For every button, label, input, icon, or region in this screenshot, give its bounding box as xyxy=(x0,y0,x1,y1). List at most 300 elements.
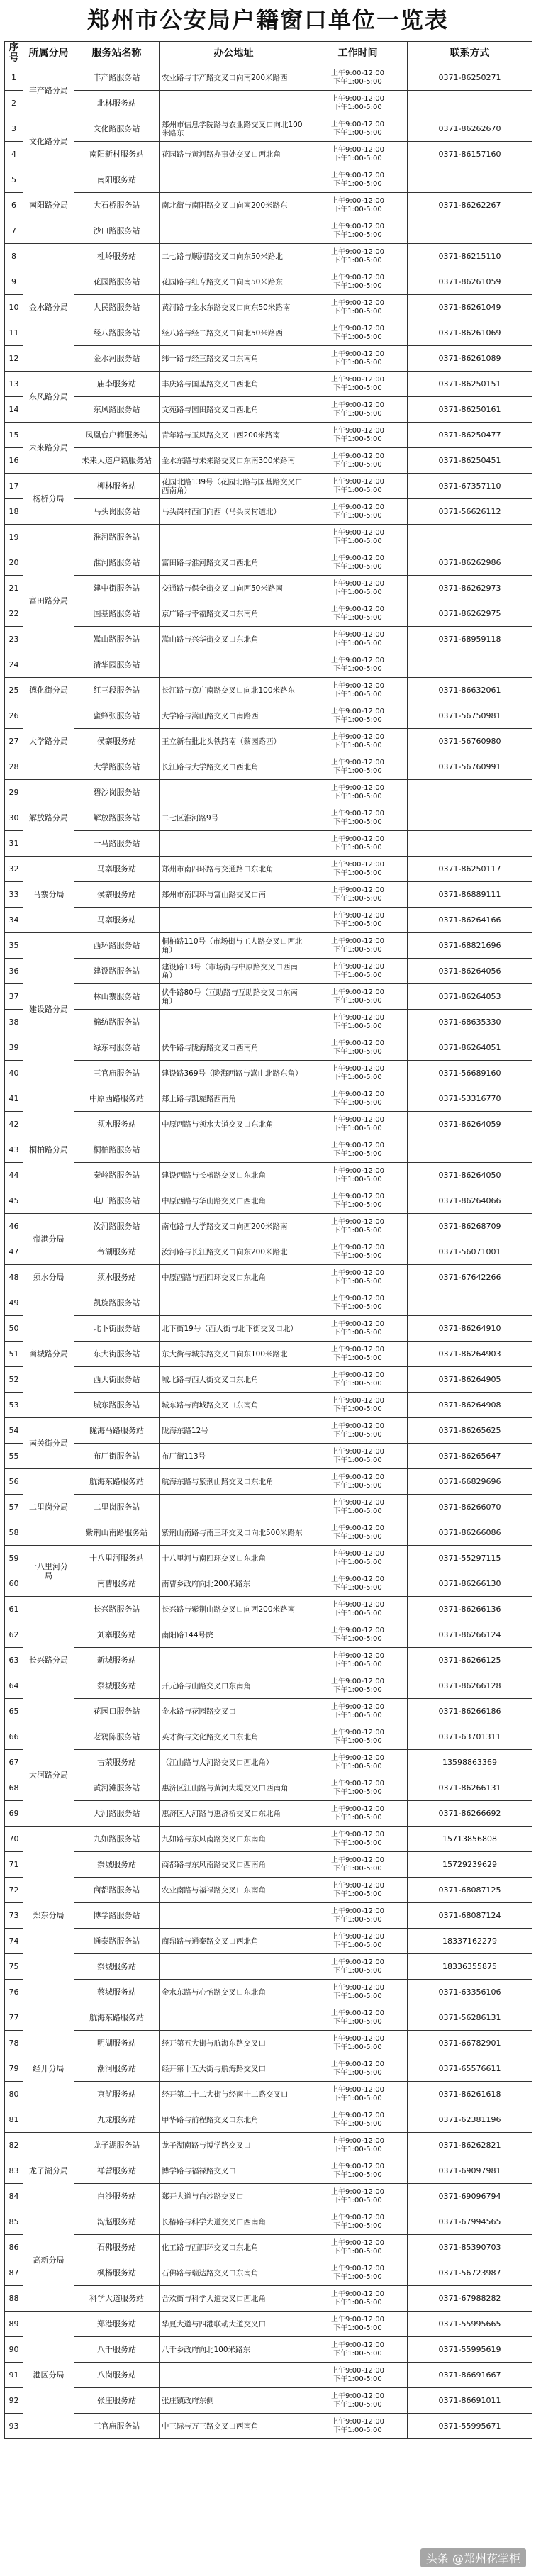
cell-station: 祭城服务站 xyxy=(74,1954,160,1980)
cell-hours: 上午9:00-12:00 下午1:00-5:00 xyxy=(308,1495,408,1520)
cell-seq: 82 xyxy=(5,2133,23,2158)
cell-station: 秦岭路服务站 xyxy=(74,1163,160,1188)
cell-phone: 0371-86262975 xyxy=(408,601,532,627)
cell-seq: 76 xyxy=(5,1980,23,2005)
cell-station: 淮河路服务站 xyxy=(74,550,160,576)
cell-phone: 0371-68959118 xyxy=(408,627,532,652)
cell-phone: 0371-86264910 xyxy=(408,1316,532,1342)
cell-station: 航海东路服务站 xyxy=(74,2005,160,2031)
cell-station: 大河路服务站 xyxy=(74,1801,160,1827)
cell-hours: 上午9:00-12:00 下午1:00-5:00 xyxy=(308,295,408,320)
cell-address: 王立新右批北头铁路南（蔡园路西） xyxy=(160,729,308,754)
table-row xyxy=(5,933,532,959)
header-station: 服务站名称 xyxy=(74,42,160,65)
cell-address: 长江路与大学路交叉口西北角 xyxy=(160,754,308,780)
cell-branch: 建设路分局 xyxy=(23,933,74,1086)
cell-branch: 大河路分局 xyxy=(23,1724,74,1827)
cell-address: 青年路与玉凤路交叉口西200米路南 xyxy=(160,423,308,448)
cell-address: 合欢街与科学大道交叉口西北角 xyxy=(160,2286,308,2312)
cell-station: 北下街服务站 xyxy=(74,1316,160,1342)
cell-station: 东风路服务站 xyxy=(74,397,160,423)
cell-phone: 0371-56071001 xyxy=(408,1239,532,1265)
cell-seq: 61 xyxy=(5,1597,23,1622)
cell-phone: 0371-86157160 xyxy=(408,142,532,167)
table-row xyxy=(5,882,532,908)
watermark: 头条 @郑州花掌柜 xyxy=(420,2548,526,2567)
cell-address xyxy=(160,525,308,550)
cell-address: 黄河路与金水东路交叉口向东50米路南 xyxy=(160,295,308,320)
table-row xyxy=(5,218,532,244)
cell-station: 南曹服务站 xyxy=(74,1571,160,1597)
cell-address: 花园路与黄河路办事处交叉口西北角 xyxy=(160,142,308,167)
cell-phone: 0371-86266124 xyxy=(408,1622,532,1648)
cell-hours: 上午9:00-12:00 下午1:00-5:00 xyxy=(308,678,408,703)
table-row xyxy=(5,2363,532,2388)
cell-station: 人民路服务站 xyxy=(74,295,160,320)
table-row xyxy=(5,2260,532,2286)
cell-station: 祭城服务站 xyxy=(74,1673,160,1699)
cell-address: 交通路与保全街交叉口向西50米路南 xyxy=(160,576,308,601)
cell-phone: 0371-86264166 xyxy=(408,908,532,933)
cell-seq: 80 xyxy=(5,2082,23,2107)
cell-address: 二七路与顺河路交叉口向东50米路北 xyxy=(160,244,308,269)
cell-hours: 上午9:00-12:00 下午1:00-5:00 xyxy=(308,193,408,218)
cell-seq: 85 xyxy=(5,2209,23,2235)
table-row xyxy=(5,244,532,269)
table-row xyxy=(5,1622,532,1648)
cell-address xyxy=(160,1954,308,1980)
cell-seq: 6 xyxy=(5,193,23,218)
cell-address: 张庄镇政府东侧 xyxy=(160,2388,308,2414)
cell-hours: 上午9:00-12:00 下午1:00-5:00 xyxy=(308,1367,408,1393)
cell-address xyxy=(160,652,308,678)
cell-branch: 丰产路分局 xyxy=(23,65,74,116)
cell-seq: 8 xyxy=(5,244,23,269)
cell-hours: 上午9:00-12:00 下午1:00-5:00 xyxy=(308,1801,408,1827)
table-row xyxy=(5,703,532,729)
cell-seq: 57 xyxy=(5,1495,23,1520)
cell-branch: 高新分局 xyxy=(23,2209,74,2312)
cell-hours: 上午9:00-12:00 下午1:00-5:00 xyxy=(308,372,408,397)
cell-branch: 商城路分局 xyxy=(23,1290,74,1418)
cell-hours: 上午9:00-12:00 下午1:00-5:00 xyxy=(308,448,408,474)
cell-station: 枫杨服务站 xyxy=(74,2260,160,2286)
cell-hours: 上午9:00-12:00 下午1:00-5:00 xyxy=(308,1086,408,1112)
table-row xyxy=(5,1571,532,1597)
cell-station: 须水服务站 xyxy=(74,1112,160,1137)
cell-hours: 上午9:00-12:00 下午1:00-5:00 xyxy=(308,805,408,831)
cell-phone: 0371-65576611 xyxy=(408,2056,532,2082)
cell-hours: 上午9:00-12:00 下午1:00-5:00 xyxy=(308,2260,408,2286)
cell-station: 侯寨服务站 xyxy=(74,729,160,754)
table-row xyxy=(5,2133,532,2158)
cell-station: 西大街服务站 xyxy=(74,1367,160,1393)
cell-hours: 上午9:00-12:00 下午1:00-5:00 xyxy=(308,703,408,729)
cell-seq: 9 xyxy=(5,269,23,295)
cell-phone: 0371-86261049 xyxy=(408,295,532,320)
cell-hours: 上午9:00-12:00 下午1:00-5:00 xyxy=(308,2056,408,2082)
cell-address: 华夏大道与四港联动大道交叉口 xyxy=(160,2312,308,2337)
cell-seq: 19 xyxy=(5,525,23,550)
header-contact: 联系方式 xyxy=(408,42,532,65)
cell-seq: 72 xyxy=(5,1878,23,1903)
cell-hours: 上午9:00-12:00 下午1:00-5:00 xyxy=(308,959,408,984)
cell-station: 凤凰台户籍服务站 xyxy=(74,423,160,448)
cell-phone: 0371-86264056 xyxy=(408,959,532,984)
table-row xyxy=(5,1290,532,1316)
cell-hours: 上午9:00-12:00 下午1:00-5:00 xyxy=(308,2337,408,2363)
cell-station: 南阳服务站 xyxy=(74,167,160,193)
cell-phone: 0371-86264908 xyxy=(408,1393,532,1418)
cell-address: 伏牛路80号（互助路与互助路交叉口东南角） xyxy=(160,984,308,1010)
cell-phone: 18337162279 xyxy=(408,1929,532,1954)
cell-hours: 上午9:00-12:00 下午1:00-5:00 xyxy=(308,1316,408,1342)
cell-seq: 68 xyxy=(5,1775,23,1801)
cell-phone xyxy=(408,167,532,193)
cell-hours: 上午9:00-12:00 下午1:00-5:00 xyxy=(308,1673,408,1699)
cell-hours: 上午9:00-12:00 下午1:00-5:00 xyxy=(308,780,408,805)
cell-address: 二七区淮河路9号 xyxy=(160,805,308,831)
cell-branch: 未来路分局 xyxy=(23,423,74,474)
cell-phone: 15713856808 xyxy=(408,1827,532,1852)
cell-phone: 0371-63356106 xyxy=(408,1980,532,2005)
cell-address xyxy=(160,2363,308,2388)
cell-hours: 上午9:00-12:00 下午1:00-5:00 xyxy=(308,1444,408,1469)
cell-seq: 5 xyxy=(5,167,23,193)
cell-address: 大学路与嵩山路交叉口南路西 xyxy=(160,703,308,729)
cell-station: 棉纺路服务站 xyxy=(74,1010,160,1035)
cell-hours: 上午9:00-12:00 下午1:00-5:00 xyxy=(308,652,408,678)
table-row xyxy=(5,1367,532,1393)
cell-station: 丰产路服务站 xyxy=(74,65,160,91)
cell-address: 汝河路与长江路交叉口向东200米路北 xyxy=(160,1239,308,1265)
cell-address: 中原西路与华山路交叉口西北角 xyxy=(160,1188,308,1214)
cell-address: 建设西路与长椿路交叉口东北角 xyxy=(160,1163,308,1188)
table-row xyxy=(5,1673,532,1699)
cell-hours: 上午9:00-12:00 下午1:00-5:00 xyxy=(308,346,408,372)
cell-seq: 2 xyxy=(5,91,23,116)
table-row xyxy=(5,65,532,91)
cell-seq: 49 xyxy=(5,1290,23,1316)
table-row xyxy=(5,116,532,142)
cell-hours: 上午9:00-12:00 下午1:00-5:00 xyxy=(308,1827,408,1852)
cell-seq: 31 xyxy=(5,831,23,857)
cell-phone: 0371-86264066 xyxy=(408,1188,532,1214)
cell-seq: 16 xyxy=(5,448,23,474)
page-title: 郑州市公安局户籍窗口单位一览表 xyxy=(86,6,449,33)
cell-phone: 0371-86691667 xyxy=(408,2363,532,2388)
table-row xyxy=(5,959,532,984)
cell-hours: 上午9:00-12:00 下午1:00-5:00 xyxy=(308,1750,408,1775)
cell-hours: 上午9:00-12:00 下午1:00-5:00 xyxy=(308,908,408,933)
cell-address: 石佛路与瑞达路交叉口东南角 xyxy=(160,2260,308,2286)
cell-phone: 0371-55995665 xyxy=(408,2312,532,2337)
table-row xyxy=(5,2209,532,2235)
cell-seq: 81 xyxy=(5,2107,23,2133)
cell-phone: 0371-67994565 xyxy=(408,2209,532,2235)
cell-address: 马头岗村西门向西（马头岗村道北） xyxy=(160,499,308,525)
cell-phone xyxy=(408,831,532,857)
cell-hours: 上午9:00-12:00 下午1:00-5:00 xyxy=(308,1393,408,1418)
cell-phone: 0371-86268709 xyxy=(408,1214,532,1239)
cell-phone: 0371-69096794 xyxy=(408,2184,532,2209)
cell-phone: 0371-56750981 xyxy=(408,703,532,729)
cell-station: 淮河路服务站 xyxy=(74,525,160,550)
cell-seq: 15 xyxy=(5,423,23,448)
cell-hours: 上午9:00-12:00 下午1:00-5:00 xyxy=(308,65,408,91)
cell-phone: 0371-86266086 xyxy=(408,1520,532,1546)
cell-branch: 富田路分局 xyxy=(23,525,74,678)
table-row xyxy=(5,1061,532,1086)
cell-phone: 0371-86889111 xyxy=(408,882,532,908)
cell-hours: 上午9:00-12:00 下午1:00-5:00 xyxy=(308,576,408,601)
cell-station: 沟赵服务站 xyxy=(74,2209,160,2235)
cell-hours: 上午9:00-12:00 下午1:00-5:00 xyxy=(308,1010,408,1035)
cell-seq: 60 xyxy=(5,1571,23,1597)
cell-hours: 上午9:00-12:00 下午1:00-5:00 xyxy=(308,1546,408,1571)
table-row xyxy=(5,193,532,218)
cell-phone: 0371-86266128 xyxy=(408,1673,532,1699)
cell-phone: 0371-86632061 xyxy=(408,678,532,703)
cell-hours: 上午9:00-12:00 下午1:00-5:00 xyxy=(308,1469,408,1495)
cell-seq: 84 xyxy=(5,2184,23,2209)
cell-phone: 0371-86250151 xyxy=(408,372,532,397)
cell-phone: 0371-86250451 xyxy=(408,448,532,474)
table-row xyxy=(5,1342,532,1367)
cell-seq: 46 xyxy=(5,1214,23,1239)
cell-hours: 上午9:00-12:00 下午1:00-5:00 xyxy=(308,1622,408,1648)
cell-station: 嵩山路服务站 xyxy=(74,627,160,652)
cell-station: 城东路服务站 xyxy=(74,1393,160,1418)
cell-phone: 0371-86250117 xyxy=(408,857,532,882)
cell-address: 农业路与丰产路交叉口向南200米路西 xyxy=(160,65,308,91)
cell-address: 南北街与南阳路交叉口向南200米路东 xyxy=(160,193,308,218)
table-row xyxy=(5,1520,532,1546)
cell-branch: 帝港分局 xyxy=(23,1214,74,1265)
cell-seq: 35 xyxy=(5,933,23,959)
cell-address xyxy=(160,1137,308,1163)
cell-station: 庙李服务站 xyxy=(74,372,160,397)
cell-address xyxy=(160,2005,308,2031)
cell-phone: 0371-86266692 xyxy=(408,1801,532,1827)
cell-branch: 金水路分局 xyxy=(23,244,74,372)
cell-address: 经开第二十二大街与经南十二路交叉口 xyxy=(160,2082,308,2107)
cell-seq: 22 xyxy=(5,601,23,627)
table-row xyxy=(5,2082,532,2107)
cell-hours: 上午9:00-12:00 下午1:00-5:00 xyxy=(308,397,408,423)
cell-phone: 0371-53316770 xyxy=(408,1086,532,1112)
cell-station: 绿东村服务站 xyxy=(74,1035,160,1061)
cell-phone xyxy=(408,1290,532,1316)
cell-address: 金水东路与未来路交叉口东南300米路南 xyxy=(160,448,308,474)
cell-station: 东大街服务站 xyxy=(74,1342,160,1367)
cell-station: 三官庙服务站 xyxy=(74,2414,160,2439)
cell-phone: 0371-86265647 xyxy=(408,1444,532,1469)
cell-seq: 45 xyxy=(5,1188,23,1214)
cell-address: 中原西路与西四环交叉口东北角 xyxy=(160,1265,308,1290)
cell-phone: 0371-56689160 xyxy=(408,1061,532,1086)
cell-phone: 0371-86264905 xyxy=(408,1367,532,1393)
cell-seq: 58 xyxy=(5,1520,23,1546)
cell-address: 金水东路与心怡路交叉口东北角 xyxy=(160,1980,308,2005)
cell-station: 柳林服务站 xyxy=(74,474,160,499)
cell-address: 建设路13号（市场街与中原路交叉口西南角） xyxy=(160,959,308,984)
cell-station: 紫荆山南路服务站 xyxy=(74,1520,160,1546)
table-row xyxy=(5,1597,532,1622)
cell-station: 桐柏路服务站 xyxy=(74,1137,160,1163)
cell-seq: 87 xyxy=(5,2260,23,2286)
cell-station: 三官庙服务站 xyxy=(74,1061,160,1086)
cell-seq: 29 xyxy=(5,780,23,805)
cell-address: 城东路与商城路交叉口东南角 xyxy=(160,1393,308,1418)
cell-phone: 0371-69097981 xyxy=(408,2158,532,2184)
cell-address: 城北路与西大街交叉口东北角 xyxy=(160,1367,308,1393)
cell-phone: 0371-56723987 xyxy=(408,2260,532,2286)
table-row xyxy=(5,1903,532,1929)
cell-phone: 15729239629 xyxy=(408,1852,532,1878)
cell-address: 经开第五大街与航海东路交叉口 xyxy=(160,2031,308,2056)
table-row xyxy=(5,1750,532,1775)
cell-hours: 上午9:00-12:00 下午1:00-5:00 xyxy=(308,1342,408,1367)
cell-hours: 上午9:00-12:00 下午1:00-5:00 xyxy=(308,2133,408,2158)
table-row xyxy=(5,2286,532,2312)
table-row xyxy=(5,1137,532,1163)
cell-seq: 4 xyxy=(5,142,23,167)
cell-hours: 上午9:00-12:00 下午1:00-5:00 xyxy=(308,1418,408,1444)
table-row xyxy=(5,1239,532,1265)
table-row xyxy=(5,320,532,346)
cell-hours: 上午9:00-12:00 下午1:00-5:00 xyxy=(308,269,408,295)
cell-seq: 63 xyxy=(5,1648,23,1673)
table-row xyxy=(5,1648,532,1673)
table-row xyxy=(5,2312,532,2337)
cell-hours: 上午9:00-12:00 下午1:00-5:00 xyxy=(308,167,408,193)
cell-address: 商都路与东风南路交叉口西南角 xyxy=(160,1852,308,1878)
cell-phone: 0371-86264059 xyxy=(408,1112,532,1137)
cell-seq: 12 xyxy=(5,346,23,372)
cell-seq: 70 xyxy=(5,1827,23,1852)
cell-station: 布厂街服务站 xyxy=(74,1444,160,1469)
cell-hours: 上午9:00-12:00 下午1:00-5:00 xyxy=(308,2209,408,2235)
cell-station: 大学路服务站 xyxy=(74,754,160,780)
cell-hours: 上午9:00-12:00 下午1:00-5:00 xyxy=(308,2414,408,2439)
cell-phone xyxy=(408,780,532,805)
table-row xyxy=(5,2005,532,2031)
cell-hours: 上午9:00-12:00 下午1:00-5:00 xyxy=(308,1112,408,1137)
cell-phone: 0371-86266070 xyxy=(408,1495,532,1520)
cell-station: 花园口服务站 xyxy=(74,1699,160,1724)
table-row xyxy=(5,2235,532,2260)
cell-seq: 3 xyxy=(5,116,23,142)
cell-phone: 0371-55297115 xyxy=(408,1546,532,1571)
cell-station: 南阳新村服务站 xyxy=(74,142,160,167)
cell-seq: 69 xyxy=(5,1801,23,1827)
cell-hours: 上午9:00-12:00 下午1:00-5:00 xyxy=(308,1137,408,1163)
cell-hours: 上午9:00-12:00 下午1:00-5:00 xyxy=(308,1520,408,1546)
cell-address: 南曹乡政府向北200米路东 xyxy=(160,1571,308,1597)
table-row xyxy=(5,1112,532,1137)
table-row xyxy=(5,2107,532,2133)
table-row xyxy=(5,474,532,499)
cell-hours: 上午9:00-12:00 下午1:00-5:00 xyxy=(308,1571,408,1597)
table-row xyxy=(5,1035,532,1061)
cell-branch: 解放路分局 xyxy=(23,780,74,857)
cell-address: 建设路369号（陇海西路与嵩山北路东角） xyxy=(160,1061,308,1086)
cell-hours: 上午9:00-12:00 下午1:00-5:00 xyxy=(308,1265,408,1290)
table-row xyxy=(5,142,532,167)
cell-seq: 51 xyxy=(5,1342,23,1367)
cell-seq: 18 xyxy=(5,499,23,525)
cell-seq: 55 xyxy=(5,1444,23,1469)
table-row xyxy=(5,525,532,550)
cell-hours: 上午9:00-12:00 下午1:00-5:00 xyxy=(308,2005,408,2031)
cell-hours: 上午9:00-12:00 下午1:00-5:00 xyxy=(308,2286,408,2312)
cell-hours: 上午9:00-12:00 下午1:00-5:00 xyxy=(308,2082,408,2107)
cell-hours: 上午9:00-12:00 下午1:00-5:00 xyxy=(308,2363,408,2388)
table-row xyxy=(5,1852,532,1878)
cell-seq: 37 xyxy=(5,984,23,1010)
table-row xyxy=(5,576,532,601)
cell-phone: 0371-86262973 xyxy=(408,576,532,601)
cell-branch: 十八里河分局 xyxy=(23,1546,74,1597)
cell-address: 开元路与山路交叉口东南角 xyxy=(160,1673,308,1699)
cell-phone: 0371-86250477 xyxy=(408,423,532,448)
cell-hours: 上午9:00-12:00 下午1:00-5:00 xyxy=(308,2235,408,2260)
cell-station: 八千服务站 xyxy=(74,2337,160,2363)
cell-station: 建设路服务站 xyxy=(74,959,160,984)
cell-station: 碧沙岗服务站 xyxy=(74,780,160,805)
cell-phone: 0371-66829696 xyxy=(408,1469,532,1495)
table-row xyxy=(5,754,532,780)
cell-hours: 上午9:00-12:00 下午1:00-5:00 xyxy=(308,1852,408,1878)
cell-phone: 0371-86266130 xyxy=(408,1571,532,1597)
cell-phone: 0371-86265625 xyxy=(408,1418,532,1444)
cell-hours: 上午9:00-12:00 下午1:00-5:00 xyxy=(308,91,408,116)
cell-address: 陇海东路12号 xyxy=(160,1418,308,1444)
cell-station: 十八里河服务站 xyxy=(74,1546,160,1571)
cell-address xyxy=(160,218,308,244)
cell-hours: 上午9:00-12:00 下午1:00-5:00 xyxy=(308,857,408,882)
table-row xyxy=(5,295,532,320)
cell-phone: 0371-86261059 xyxy=(408,269,532,295)
cell-station: 商都路服务站 xyxy=(74,1878,160,1903)
table-row xyxy=(5,1954,532,1980)
cell-seq: 33 xyxy=(5,882,23,908)
cell-hours: 上午9:00-12:00 下午1:00-5:00 xyxy=(308,2312,408,2337)
cell-address: 布厂街113号 xyxy=(160,1444,308,1469)
table-row xyxy=(5,2031,532,2056)
cell-phone: 0371-86266125 xyxy=(408,1648,532,1673)
cell-phone: 0371-55995619 xyxy=(408,2337,532,2363)
table-row xyxy=(5,1214,532,1239)
table-row xyxy=(5,2388,532,2414)
cell-hours: 上午9:00-12:00 下午1:00-5:00 xyxy=(308,2388,408,2414)
table-row xyxy=(5,831,532,857)
cell-station: 中原西路服务站 xyxy=(74,1086,160,1112)
cell-address xyxy=(160,167,308,193)
table-row xyxy=(5,423,532,448)
cell-station: 九如路服务站 xyxy=(74,1827,160,1852)
table-row xyxy=(5,2056,532,2082)
cell-branch: 长兴路分局 xyxy=(23,1597,74,1724)
cell-address: 桐柏路110号（市场街与工人路交叉口西北角） xyxy=(160,933,308,959)
cell-station: 新城服务站 xyxy=(74,1648,160,1673)
cell-address xyxy=(160,91,308,116)
cell-phone: 0371-86250271 xyxy=(408,65,532,91)
cell-phone: 0371-68635330 xyxy=(408,1010,532,1035)
cell-phone: 0371-86264053 xyxy=(408,984,532,1010)
cell-phone: 18336355875 xyxy=(408,1954,532,1980)
